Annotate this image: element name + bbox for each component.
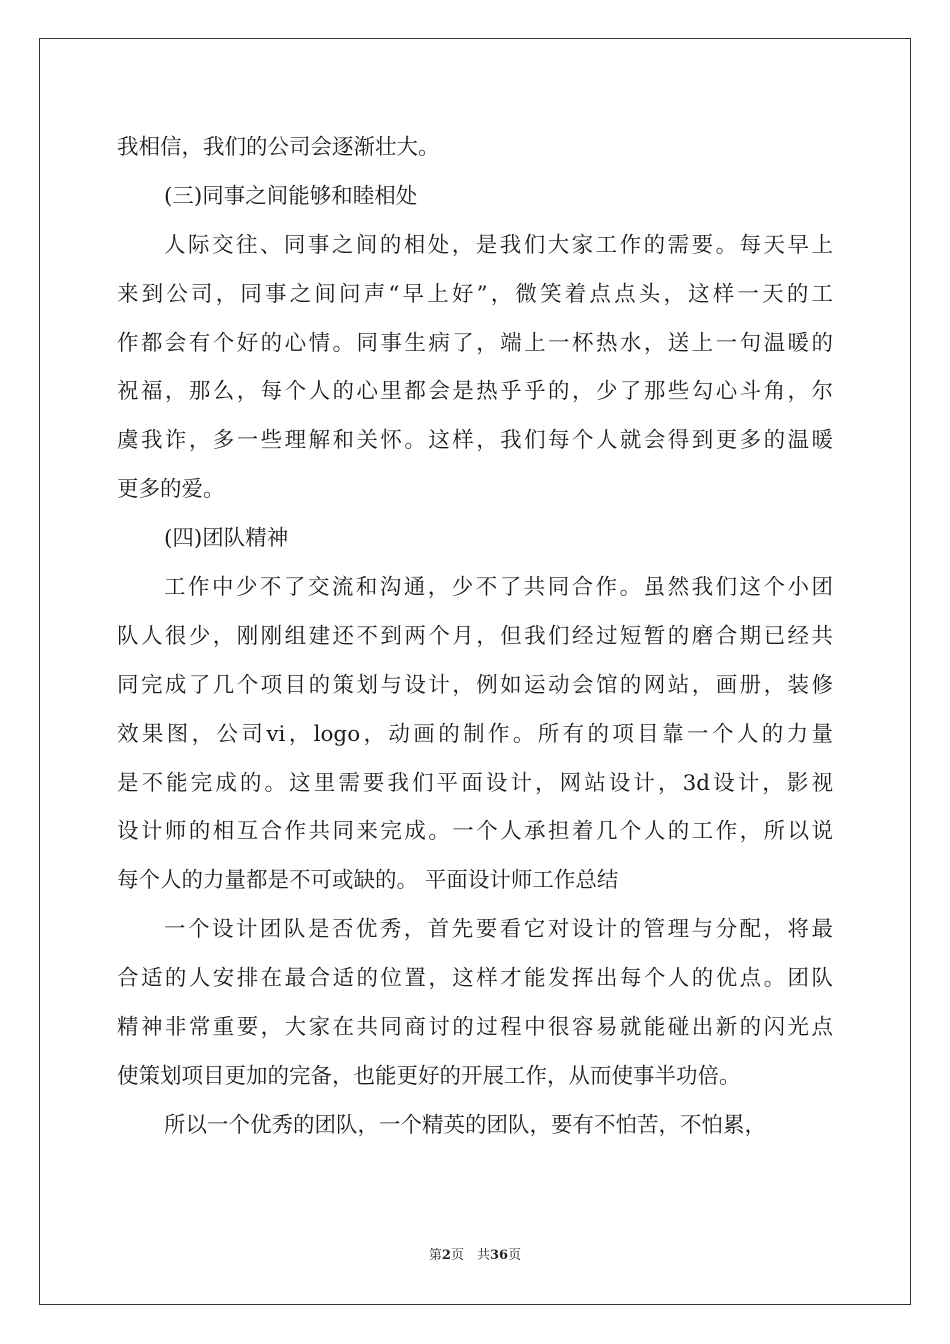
text-line: 一个设计团队是否优秀，首先要看它对设计的管理与分配，将最 [164, 917, 833, 943]
page-mid: 页 共 [450, 1248, 490, 1263]
total-page-count: 36 [489, 1248, 509, 1263]
text-line: 效果图，公司vi，logo，动画的制作。所有的项目靠一个人的力量 [117, 721, 833, 747]
text-line: 所以一个优秀的团队，一个精英的团队，要有不怕苦，不怕累， [164, 1112, 767, 1138]
text-line: 我相信，我们的公司会逐渐壮大。 [117, 135, 440, 160]
text-line: 来到公司，同事之间问声“早上好”，微笑着点点头，这样一天的工 [117, 281, 833, 307]
text-line: 设计师的相互合作共同来完成。一个人承担着几个人的工作，所以说 [117, 819, 833, 845]
text-line: 更多的爱。 [117, 477, 225, 503]
text-line: 人际交往、同事之间的相处，是我们大家工作的需要。每天早上 [164, 232, 833, 258]
text-line: 合适的人安排在最合适的位置，这样才能发挥出每个人的优点。团队 [117, 966, 833, 992]
text-line: 使策划项目更加的完备，也能更好的开展工作，从而使事半功倍。 [117, 1063, 741, 1089]
page-suffix: 页 [508, 1248, 522, 1263]
section-heading: (四)团队精神 [164, 526, 289, 552]
text-line: 是不能完成的。这里需要我们平面设计，网站设计，3d设计，影视 [117, 770, 833, 796]
text-line: 队人很少，刚刚组建还不到两个月，但我们经过短暂的磨合期已经共 [117, 623, 833, 649]
document-body [117, 124, 833, 1151]
text-line: 作都会有个好的心情。同事生病了，端上一杯热水，送上一句温暖的 [117, 330, 833, 356]
text-line: 精神非常重要，大家在共同商讨的过程中很容易就能碰出新的闪光点 [117, 1015, 833, 1041]
current-page-number: 2 [441, 1248, 451, 1263]
text-line: 工作中少不了交流和沟通，少不了共同合作。虽然我们这个小团 [164, 575, 833, 601]
text-line: 祝福，那么，每个人的心里都会是热乎乎的，少了那些勾心斗角，尔 [117, 379, 833, 405]
text-line: 每个人的力量都是不可或缺的。 平面设计师工作总结 [117, 868, 619, 894]
text-line: 同完成了几个项目的策划与设计，例如运动会馆的网站，画册，装修 [117, 672, 833, 698]
text-line: 虞我诈，多一些理解和关怀。这样，我们每个人就会得到更多的温暖 [117, 428, 833, 454]
page-prefix: 第 [428, 1248, 442, 1263]
page-number-footer [0, 1247, 950, 1265]
section-heading: (三)同事之间能够和睦相处 [164, 183, 418, 209]
